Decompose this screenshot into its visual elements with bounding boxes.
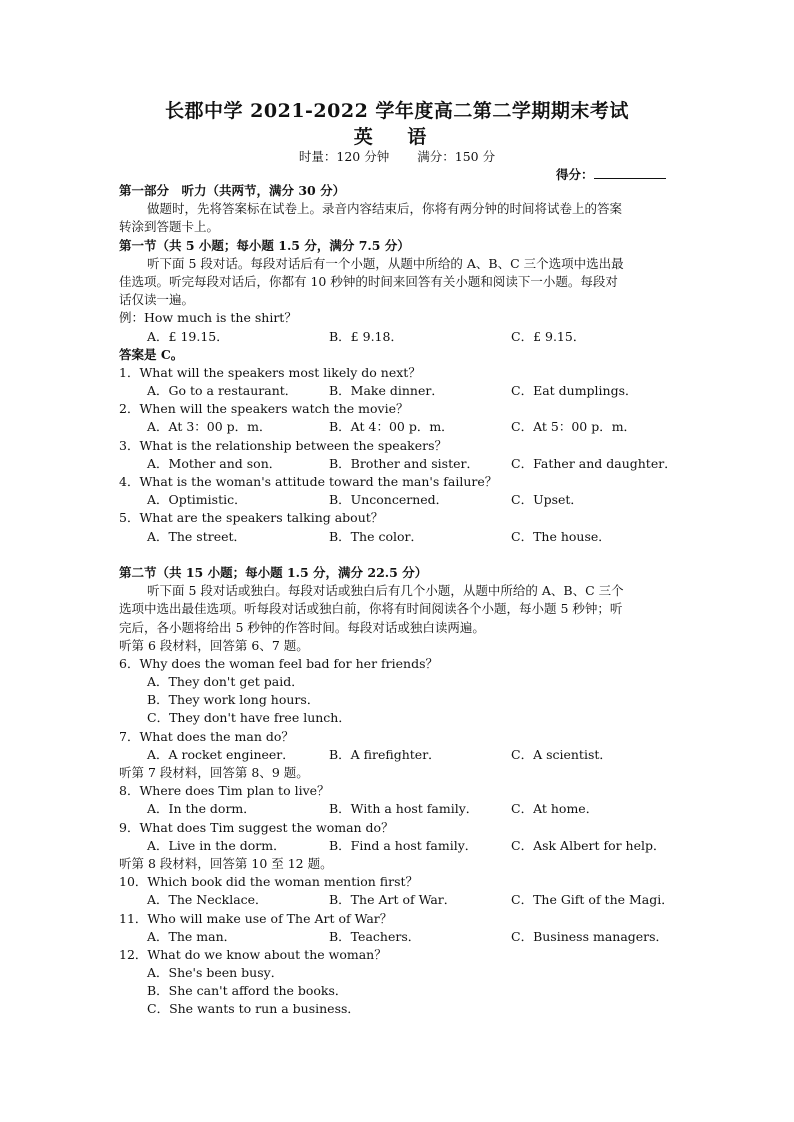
option-b: B．Find a host family． [329, 837, 478, 853]
option-b: B．The color． [329, 528, 423, 544]
question-7: 7．What does the man do？ [119, 728, 294, 744]
option-c: C．The house． [511, 528, 611, 544]
exam-info [0, 147, 794, 165]
option-b: B．At 4：00 p．m． [329, 419, 454, 435]
material-8-instruction: 听第 8 段材料，回答第 10 至 12 题。 [119, 855, 333, 871]
part1-heading: 第一部分 听力（共两节，满分 30 分） [119, 183, 346, 198]
option-a: A．Mother and son． [147, 455, 282, 471]
question-1-options [119, 382, 675, 400]
option-c: C．She wants to run a business． [147, 1001, 360, 1017]
section1-intro-line: 话仅读一遍。 [119, 292, 195, 308]
score-field [556, 165, 666, 183]
option-c: C．At 5：00 p．m． [511, 419, 637, 435]
question-9: 9．What does Tim suggest the woman do？ [119, 819, 394, 835]
question-12: 12．What do we know about the woman？ [119, 946, 387, 962]
option-c: C．£ 9.15． [511, 328, 586, 344]
question-10-options [119, 891, 675, 909]
option-a: A．They don't get paid． [147, 674, 304, 690]
question-2-options [119, 418, 675, 436]
question-7-options [119, 746, 675, 764]
section1-heading: 第一节（共 5 小题；每小题 1.5 分，满分 7.5 分） [119, 237, 410, 253]
section2-heading: 第二节（共 15 小题；每小题 1.5 分，满分 22.5 分） [119, 564, 428, 580]
section2-intro-line: 完后，各小题将给出 5 秒钟的作答时间。每段对话或独白读两遍。 [119, 619, 485, 635]
exam-content [119, 182, 675, 1019]
example-answer: 答案是 C。 [119, 346, 184, 362]
section1-intro-line: 听下面 5 段对话。每段对话后有一个小题，从题中所给的 A、B、C 三个选项中选出最 [147, 255, 624, 271]
option-a: A．Optimistic． [147, 492, 247, 508]
option-c: C．At home． [511, 801, 599, 817]
question-3: 3．What is the relationship between the speakers？ [119, 437, 448, 453]
question-5-options [119, 528, 675, 546]
option-b: B．Make dinner． [329, 383, 444, 399]
question-4-options [119, 491, 675, 509]
option-a: A．The Necklace． [147, 892, 268, 908]
option-c: C．Father and daughter． [511, 455, 677, 471]
option-b: B．She can't afford the books． [147, 983, 348, 999]
option-b: B．They work long hours． [147, 692, 320, 708]
question-8-options [119, 800, 675, 818]
option-a: A．The street． [147, 528, 247, 544]
question-3-options [119, 455, 675, 473]
option-c: C．Business managers． [511, 928, 669, 944]
full-score: 满分：150 分 [417, 149, 496, 164]
score-label: 得分： [556, 167, 594, 182]
option-b: B．Brother and sister． [329, 455, 479, 471]
option-c: C．A scientist． [511, 746, 612, 762]
question-2: 2．When will the speakers watch the movie？ [119, 401, 409, 417]
question-6: 6．Why does the woman feel bad for her friends？ [119, 655, 438, 671]
subject-title: 英 语 [353, 126, 441, 148]
question-8: 8．Where does Tim plan to live？ [119, 783, 330, 799]
section1-intro-line: 佳选项。听完每段对话后，你都有 10 秒钟的时间来回答有关小题和阅读下一小题。每段对 [119, 273, 618, 289]
option-c: C．The Gift of the Magi． [511, 892, 674, 908]
time-limit: 时量：120 分钟 [298, 149, 390, 164]
option-a: A．£ 19.15． [147, 328, 229, 344]
option-c: C．Upset． [511, 492, 583, 508]
option-a: A．Live in the dorm． [147, 837, 286, 853]
option-a: A．Go to a restaurant． [147, 383, 298, 399]
section2-intro-line: 选项中选出最佳选项。听每段对话或独白前，你将有时间阅读各个小题，每小题 5 秒钟；听 [119, 601, 623, 617]
material-6-instruction: 听第 6 段材料，回答第 6、7 题。 [119, 637, 309, 653]
option-c: C．Eat dumplings． [511, 383, 638, 399]
option-a: A．In the dorm． [147, 801, 256, 817]
option-a: A．A rocket engineer． [147, 746, 295, 762]
question-11-options [119, 928, 675, 946]
option-a: A．At 3：00 p．m． [147, 419, 272, 435]
section2-intro-line: 听下面 5 段对话或独白。每段对话或独白后有几个小题，从题中所给的 A、B、C 三个 [147, 583, 624, 599]
option-a: A．The man． [147, 928, 237, 944]
question-1: 1．What will the speakers most likely do next？ [119, 364, 421, 380]
option-b: B．£ 9.18． [329, 328, 403, 344]
score-blank[interactable] [594, 166, 666, 179]
question-4: 4．What is the woman's attitude toward the man's failure？ [119, 474, 498, 489]
option-b: B．Unconcerned． [329, 492, 449, 508]
question-5: 5．What are the speakers talking about？ [119, 510, 384, 526]
option-a: A．She's been busy． [147, 965, 284, 981]
question-11: 11．Who will make use of The Art of War？ [119, 910, 393, 926]
exam-title: 长郡中学 2021-2022 学年度高二第二学期期末考试 [165, 100, 629, 122]
option-b: B．A firefighter． [329, 746, 441, 762]
part1-intro-line: 做题时，先将答案标在试卷上。录音内容结束后，你将有两分钟的时间将试卷上的答案 [147, 201, 623, 217]
option-b: B．With a host family． [329, 801, 479, 817]
question-9-options [119, 837, 675, 855]
option-c: C．They don't have free lunch． [147, 710, 351, 726]
option-c: C．Ask Albert for help． [511, 837, 666, 853]
material-7-instruction: 听第 7 段材料，回答第 8、9 题。 [119, 765, 309, 780]
part1-intro-line: 转涂到答题卡上。 [119, 219, 220, 235]
option-b: B．Teachers． [329, 928, 421, 944]
example-question: 例：How much is the shirt？ [119, 310, 297, 326]
option-b: B．The Art of War． [329, 892, 457, 908]
section-gap [119, 546, 675, 564]
question-10: 10．Which book did the woman mention first？ [119, 874, 419, 890]
example-options [119, 328, 675, 346]
